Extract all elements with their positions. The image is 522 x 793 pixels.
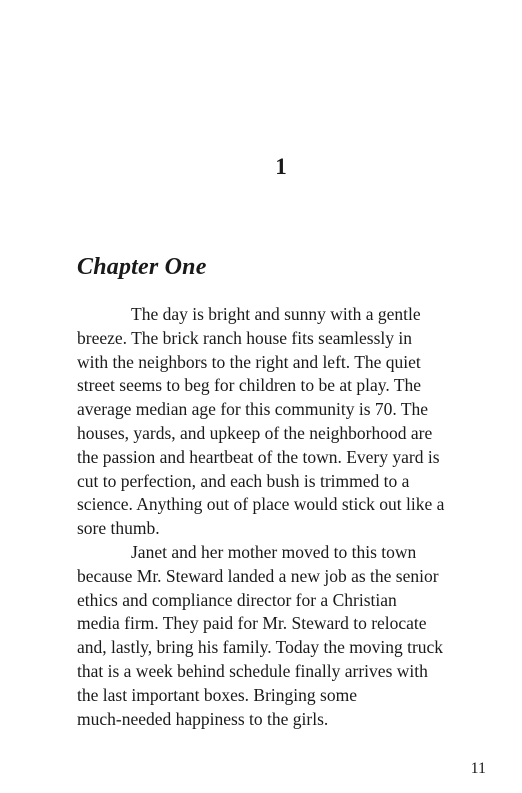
body-line: sore thumb.	[77, 518, 160, 539]
chapter-number: 1	[275, 154, 287, 179]
body-line: because Mr. Steward landed a new job as the senior	[77, 565, 439, 586]
body-line: and, lastly, bring his family. Today the moving truck	[77, 637, 444, 658]
body-line: average median age for this community is 70. The	[77, 399, 429, 420]
chapter-title: Chapter One	[77, 254, 207, 280]
chapter-body	[77, 303, 497, 731]
body-line: with the neighbors to the right and left. The quiet	[77, 351, 421, 372]
body-line: cut to perfection, and each bush is trimmed to a	[77, 470, 410, 491]
body-line: much-needed happiness to the girls.	[77, 708, 329, 729]
body-line: Janet and her mother moved to this town	[131, 541, 417, 562]
body-line: houses, yards, and upkeep of the neighborhood are	[77, 422, 433, 443]
body-line: street seems to beg for children to be at play. The	[77, 375, 422, 396]
body-line: the last important boxes. Bringing some	[77, 684, 357, 705]
body-line: the passion and heartbeat of the town. Every yard is	[77, 446, 440, 467]
body-line: that is a week behind schedule finally arrives with	[77, 660, 428, 681]
body-line: breeze. The brick ranch house fits seamlessly in	[77, 327, 412, 348]
body-line: media firm. They paid for Mr. Steward to relocate	[77, 613, 427, 634]
page-number: 11	[470, 760, 486, 777]
body-line: ethics and compliance director for a Christian	[77, 589, 397, 610]
body-line: science. Anything out of place would stick out like a	[77, 494, 445, 515]
body-line: The day is bright and sunny with a gentle	[131, 304, 421, 324]
